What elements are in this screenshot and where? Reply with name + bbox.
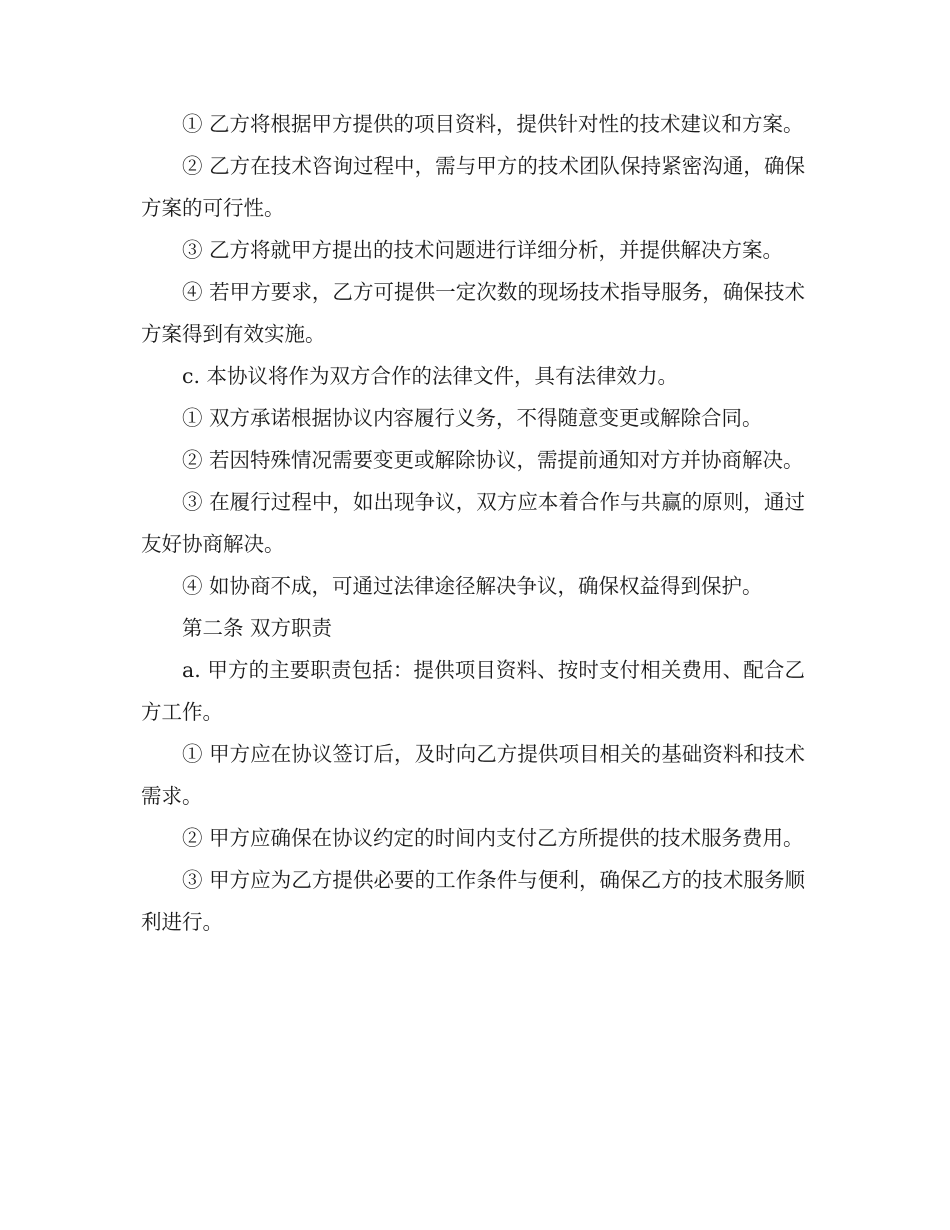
- paragraph-14: ③ 甲方应为乙方提供必要的工作条件与便利，确保乙方的技术服务顺利进行。: [141, 868, 805, 934]
- document-body: [141, 103, 805, 943]
- paragraph-3: ③ 乙方将就甲方提出的技术问题进行详细分析，并提供解决方案。: [182, 238, 784, 262]
- paragraph-11: a. 甲方的主要职责包括：提供项目资料、按时支付相关费用、配合乙方工作。: [141, 658, 805, 724]
- section-heading: 第二条 双方职责: [182, 616, 333, 640]
- paragraph-6: ① 双方承诺根据协议内容履行义务，不得随意变更或解除合同。: [182, 406, 763, 430]
- paragraph-8: ③ 在履行过程中，如出现争议，双方应本着合作与共赢的原则，通过友好协商解决。: [141, 490, 805, 556]
- paragraph-12: ① 甲方应在协议签订后，及时向乙方提供项目相关的基础资料和技术需求。: [141, 742, 805, 808]
- paragraph-1: ① 乙方将根据甲方提供的项目资料，提供针对性的技术建议和方案。: [182, 112, 804, 136]
- paragraph-2: ② 乙方在技术咨询过程中，需与甲方的技术团队保持紧密沟通，确保方案的可行性。: [141, 154, 805, 220]
- paragraph-5: c. 本协议将作为双方合作的法律文件，具有法律效力。: [182, 364, 679, 388]
- paragraph-13: ② 甲方应确保在协议约定的时间内支付乙方所提供的技术服务费用。: [182, 826, 804, 850]
- paragraph-7: ② 若因特殊情况需要变更或解除协议，需提前通知对方并协商解决。: [182, 448, 804, 472]
- paragraph-9: ④ 如协商不成，可通过法律途径解决争议，确保权益得到保护。: [182, 574, 763, 598]
- paragraph-4: ④ 若甲方要求，乙方可提供一定次数的现场技术指导服务，确保技术方案得到有效实施。: [141, 280, 805, 346]
